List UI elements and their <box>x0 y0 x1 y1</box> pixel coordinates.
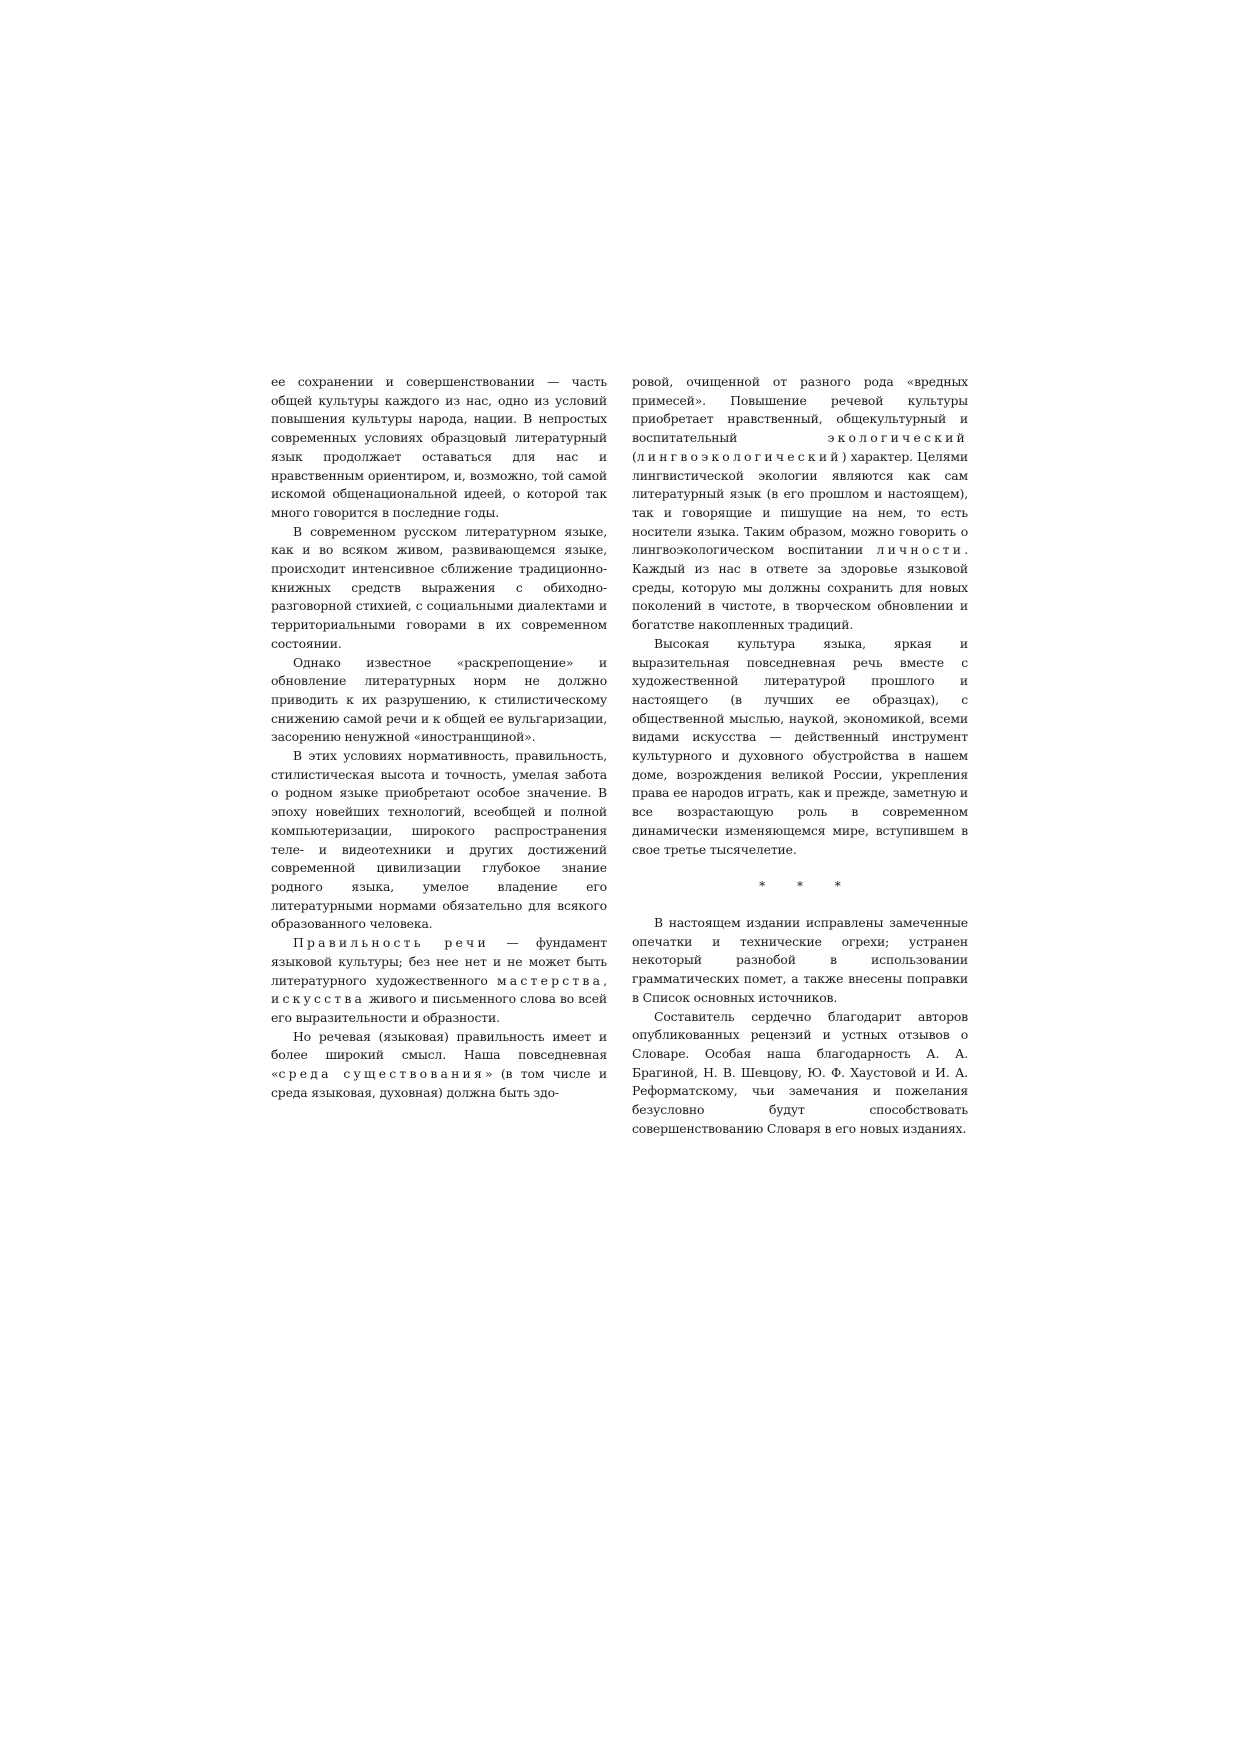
left-text-column <box>271 373 607 1102</box>
paragraph <box>632 914 968 1008</box>
paragraph <box>271 373 607 523</box>
paragraph <box>271 747 607 934</box>
text-run: . Каждый из нас в ответе за здоровье языковой среды, которую мы должны сохранить для новых поколений в чистоте, в творческом обновлении и богатстве накопленных традиций. <box>632 542 968 633</box>
paragraph <box>271 654 607 748</box>
paragraph <box>271 1028 607 1103</box>
spaced-emphasis: личности <box>876 542 965 558</box>
text-run: , <box>603 972 607 988</box>
spaced-emphasis: искусства <box>271 991 366 1007</box>
text-run: Составитель сердечно благодарит авторов опубликованных рецензий и устных отзывов о Словаре. Особая наша благодарность А. А. Брагиной, Н. В. Шевцову, Ю. Ф. Хаустовой и И. А. Реформатскому, чьи замечания и пожелания безусловно будут способствовать совершенствованию Словаря в его новых изданиях. <box>632 1008 968 1136</box>
section-separator: * * * <box>759 879 855 894</box>
spaced-emphasis: экологический <box>827 430 968 446</box>
paragraph <box>271 934 607 1028</box>
text-run: В этих условиях нормативность, правильность, стилистическая высота и точность, умелая забота о родном языке приобретают особое значение. В эпоху новейших технологий, всеобщей и полной компьютеризации, широкого распространения теле- и видеотехники и других достижений современной цивилизации глубокое знание родного языка, умелое владение его литературными нормами обязательно для всякого образованного человека. <box>271 748 607 932</box>
spaced-emphasis: среда существования <box>278 1066 486 1082</box>
paragraph <box>271 523 607 654</box>
text-run: Высокая культура языка, яркая и выразительная повседневная речь вместе с художественной литературой прошлого и настоящего (в лучших ее образцах), с общественной мыслью, наукой, экономикой, всеми видами искусства — действенный инструмент культурного и духовного обустройства в нашем доме, возрождения великой России, укрепления права ее народов играть, как и прежде, заметную и все возрастающую роль в современном динамически изменяющемся мире, вступившем в свое третье тысячелетие. <box>632 635 968 857</box>
text-run: ) характер. Целями лингвистической экологии являются как сам литературный язык (в его прошлом и настоящем), так и говорящие и пишущие на нем, то есть носители языка. Таким образом, можно говорить о лингвоэкологическом воспитании <box>632 448 968 558</box>
right-text-column <box>632 373 968 1138</box>
text-run: » (в том числе и среда языковая, духовная) должна быть здо- <box>271 1066 607 1100</box>
spaced-emphasis: лингвоэкологический <box>636 448 842 464</box>
spaced-emphasis: Правильность речи <box>293 935 489 951</box>
right-column-lower <box>632 914 968 1138</box>
text-run: В настоящем издании исправлены замеченные опечатки и технические огрехи; устранен некоторый разнобой в использовании грамматических помет, а также внесены поправки в Список основных источников. <box>632 914 968 1005</box>
text-run: В современном русском литературном языке, как и во всяком живом, развивающемся языке, происходит интенсивное сближение традиционно-книжных средств выражения с обиходно-разговорной стихией, с социальными диалектами и территориальными говорами в их современном состоянии. <box>271 523 607 651</box>
right-column-upper <box>632 373 968 859</box>
paragraph <box>632 1008 968 1139</box>
text-run: — фундамент языковой культуры; без нее нет и не может быть литературного художественного <box>271 935 607 988</box>
text-run: Однако известное «раскрепощение» и обновление литературных норм не должно приводить к их разрушению, к стилистическому снижению самой речи и к общей ее вульгаризации, засорению ненужной «иностранщиной». <box>271 654 607 745</box>
text-run: ровой, очищенной от разного рода «вредных примесей». Повышение речевой культуры приобретает нравственный, общекультурный и воспитательный <box>632 374 968 446</box>
paragraph <box>632 373 968 635</box>
text-run: ее сохранении и совершенствовании — часть общей культуры каждого из нас, одно из условий повышения культуры народа, нации. В непростых современных условиях образцовый литературный язык продолжает оставаться для нас и нравственным ориентиром, и, возможно, той самой искомой общенациональной идеей, о которой так много говорится в последние годы. <box>271 374 607 520</box>
text-run: живого и письменного слова во всей его выразительности и образности. <box>271 991 607 1025</box>
text-run: ( <box>632 448 637 464</box>
paragraph <box>632 635 968 859</box>
text-run: Но речевая (языковая) правильность имеет и более широкий смысл. Наша повседневная « <box>271 1028 607 1082</box>
spaced-emphasis: мастерства <box>496 972 604 988</box>
